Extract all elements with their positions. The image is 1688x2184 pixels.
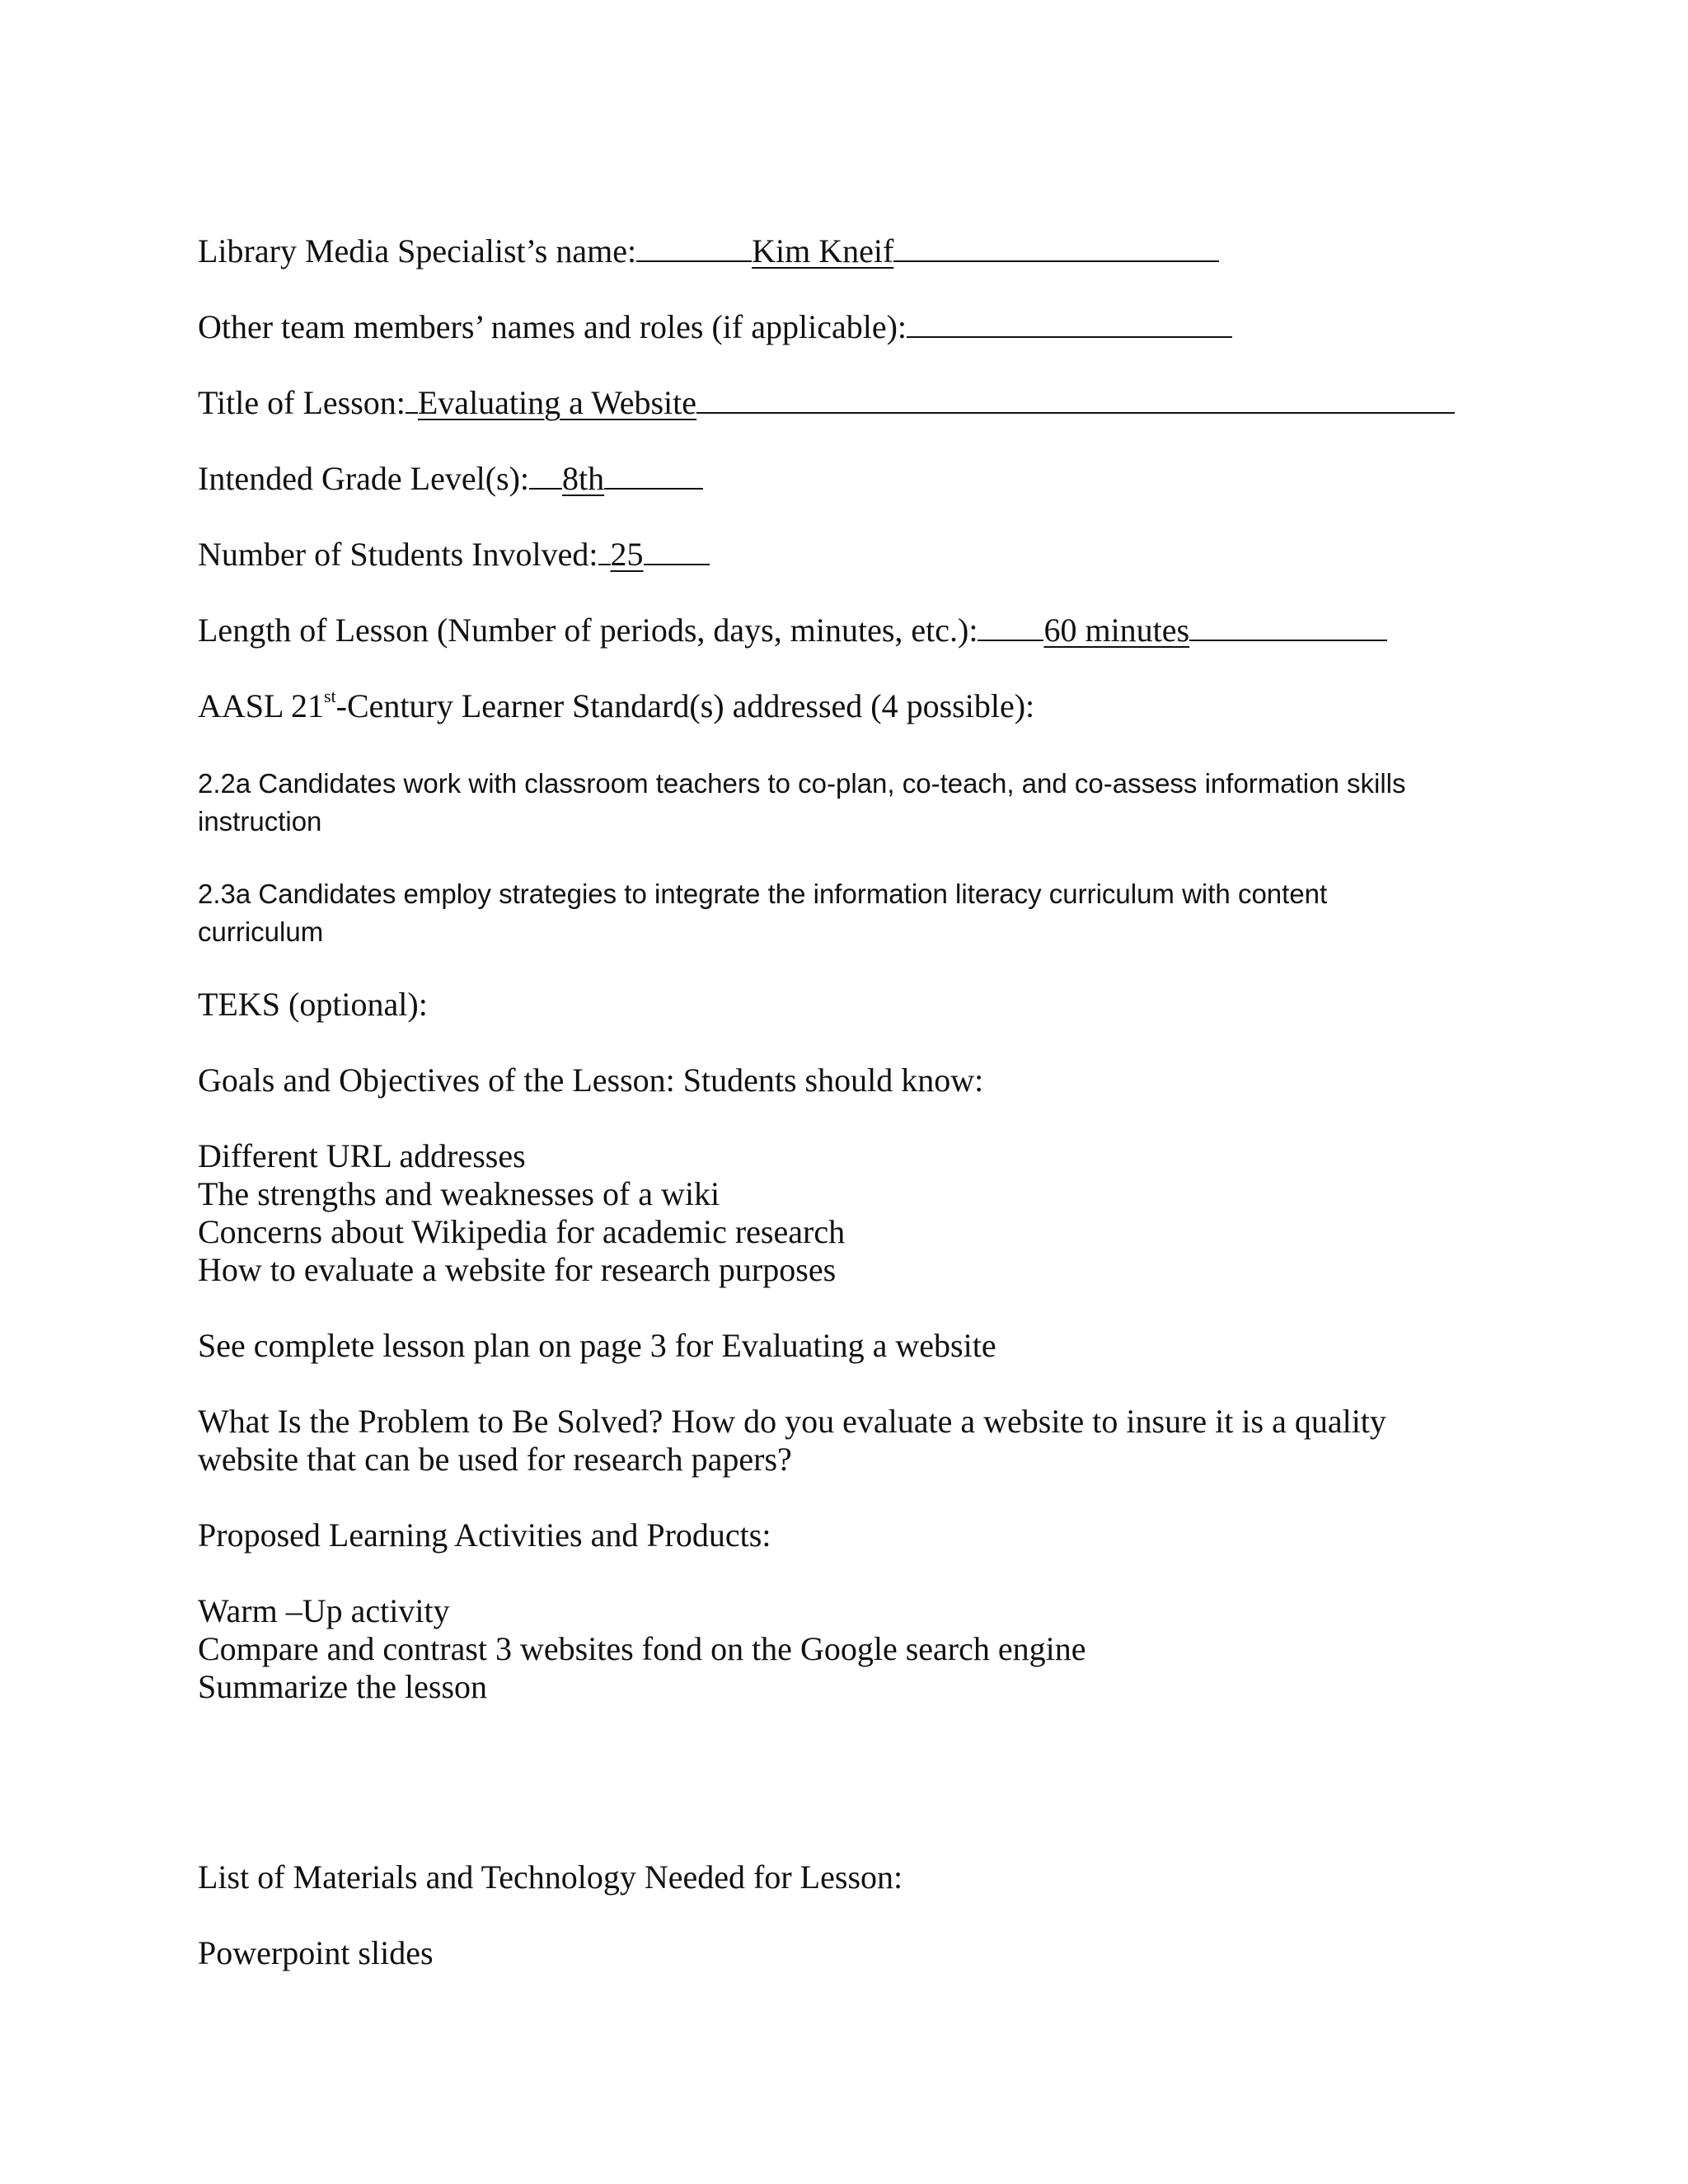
blank-line bbox=[978, 612, 1043, 641]
grade-level-field bbox=[198, 460, 703, 498]
activity-item: Warm –Up activity bbox=[198, 1592, 450, 1629]
blank-line bbox=[529, 460, 562, 490]
activity-item: Compare and contrast 3 websites fond on the Google search engine bbox=[198, 1630, 1086, 1667]
lms-name-label: Library Media Specialist’s name: bbox=[198, 232, 637, 269]
students-involved-value: 25 bbox=[610, 536, 644, 573]
blank-line bbox=[893, 232, 1219, 262]
lesson-title-value: Evaluating a Website bbox=[417, 384, 697, 421]
problem-line-1: What Is the Problem to Be Solved? How do you evaluate a website to insure it is a quality bbox=[198, 1403, 1386, 1440]
goals-heading: Goals and Objectives of the Lesson: Students should know: bbox=[198, 1062, 984, 1099]
lesson-title-label: Title of Lesson: bbox=[198, 384, 406, 421]
see-complete-plan: See complete lesson plan on page 3 for Evaluating a website bbox=[198, 1327, 996, 1364]
materials-heading: List of Materials and Technology Needed for Lesson: bbox=[198, 1858, 903, 1896]
aasl-standard-item: 2.2a Candidates work with classroom teachers to co-plan, co-teach, and co-assess information skills instruction bbox=[198, 768, 1406, 837]
goal-item: The strengths and weaknesses of a wiki bbox=[198, 1175, 720, 1212]
goal-item: Concerns about Wikipedia for academic research bbox=[198, 1213, 846, 1250]
blank-line bbox=[907, 308, 1232, 338]
aasl-label-post: -Century Learner Standard(s) addressed (4 possible): bbox=[335, 687, 1035, 724]
blank-line bbox=[644, 536, 710, 565]
grade-level-value: 8th bbox=[562, 460, 605, 497]
lesson-length-field bbox=[198, 612, 1387, 649]
blank-line bbox=[598, 536, 611, 565]
aasl-standards-heading bbox=[198, 687, 1034, 725]
blank-line bbox=[604, 460, 703, 490]
goal-item: How to evaluate a website for research purposes bbox=[198, 1251, 837, 1288]
lms-name-value: Kim Kneif bbox=[752, 232, 894, 269]
blank-line bbox=[696, 384, 1455, 414]
aasl-label-sup: st bbox=[323, 685, 336, 706]
team-members-label: Other team members’ names and roles (if applicable): bbox=[198, 308, 907, 345]
blank-line bbox=[1189, 612, 1387, 641]
lesson-length-value: 60 minutes bbox=[1043, 612, 1190, 649]
lesson-title-field bbox=[198, 384, 1455, 422]
lms-name-field bbox=[198, 232, 1219, 270]
aasl-label-pre: AASL 21 bbox=[198, 687, 324, 724]
activities-heading: Proposed Learning Activities and Products: bbox=[198, 1516, 771, 1554]
lesson-length-label: Length of Lesson (Number of periods, days, minutes, etc.): bbox=[198, 612, 978, 649]
blank-line bbox=[636, 232, 752, 262]
team-members-field bbox=[198, 308, 1232, 346]
teks-label: TEKS (optional): bbox=[198, 986, 428, 1023]
goal-item: Different URL addresses bbox=[198, 1137, 526, 1174]
problem-line-2: website that can be used for research papers? bbox=[198, 1441, 792, 1478]
aasl-standard-item: 2.3a Candidates employ strategies to integrate the information literacy curriculum with content curriculum bbox=[198, 879, 1328, 947]
material-item: Powerpoint slides bbox=[198, 1934, 434, 1971]
grade-level-label: Intended Grade Level(s): bbox=[198, 460, 530, 497]
blank-line bbox=[406, 384, 418, 414]
students-involved-label: Number of Students Involved: bbox=[198, 536, 598, 573]
activity-item: Summarize the lesson bbox=[198, 1668, 488, 1705]
students-involved-field bbox=[198, 536, 710, 574]
